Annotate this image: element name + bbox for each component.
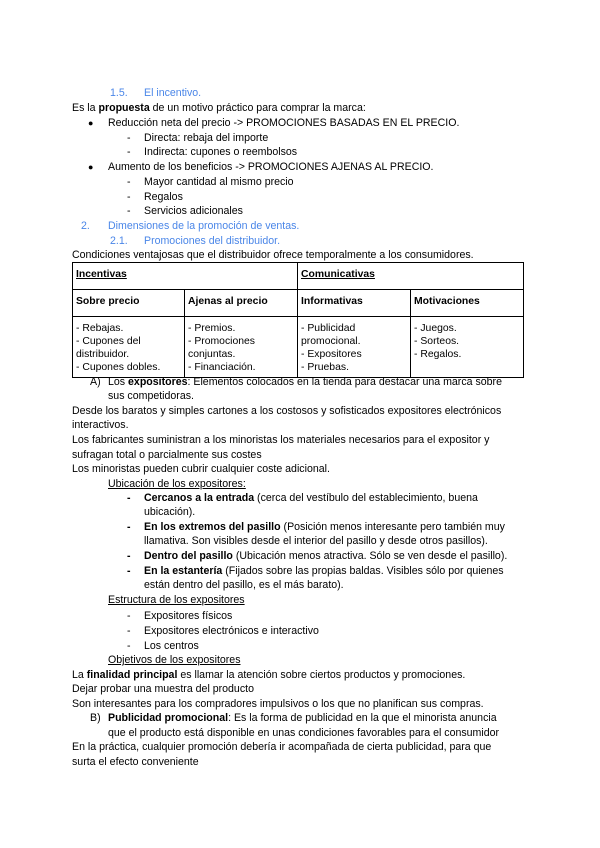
section-2-1-title: Promociones del distribuidor.: [144, 235, 281, 247]
objetivos-line: [72, 668, 465, 683]
ubicacion-item-rest: (Ubicación menos atractiva. Sólo se ven desde el pasillo).: [232, 550, 508, 562]
list-letter-a: A): [90, 376, 101, 388]
ubicacion-item-cont: ubicación).: [144, 506, 196, 518]
table-header: Sobre precio: [73, 290, 185, 317]
ubicacion-item-bold: Cercanos a la entrada: [144, 492, 255, 504]
intro-post: de un motivo práctico para comprar la marca:: [149, 102, 366, 114]
dash-icon: -: [127, 550, 131, 562]
ubicacion-item-cont: están dentro del pasillo, es el más barato).: [144, 579, 344, 591]
aumento-text: Aumento de los beneficios -> PROMOCIONES AJENAS AL PRECIO.: [108, 161, 434, 173]
cell-line: - Juegos.: [414, 323, 457, 334]
bullet-icon: ●: [88, 162, 94, 172]
objetivos-line: Dejar probar una muestra del producto: [72, 683, 254, 695]
ubicacion-item-bold: Dentro del pasillo: [144, 550, 233, 562]
ubicacion-item-bold: En los extremos del pasillo: [144, 521, 281, 533]
cell-line: - Cupones dobles.: [76, 362, 161, 373]
dash-icon: -: [127, 565, 131, 577]
expositores-cont: sus competidoras.: [108, 390, 194, 402]
section-2-1-number: 2.1.: [110, 235, 128, 247]
objetivos-pre: La: [72, 669, 87, 681]
intro-pre: Es la: [72, 102, 99, 114]
objetivos-post: es llamar la atención sobre ciertos productos y promociones.: [177, 669, 466, 681]
ubicacion-heading: Ubicación de los expositores:: [108, 478, 246, 490]
table-group-incentivas: Incentivas: [73, 263, 298, 290]
objetivos-line: Son interesantes para los compradores impulsivos o los que no planifican sus compras.: [72, 698, 484, 710]
paragraph-line: Los fabricantes suministran a los minoristas los materiales necesarios para el expositor y: [72, 434, 490, 446]
expositores-bold: expositores: [128, 376, 188, 388]
paragraph-line: interactivos.: [72, 419, 129, 431]
table-header: Motivaciones: [411, 290, 524, 317]
section-2-number: 2.: [81, 220, 90, 232]
cell-line: distribuidor.: [76, 349, 130, 360]
intro-bold: propuesta: [98, 102, 150, 114]
expositores-post: : Elementos colocados en la tienda para destacar una marca sobre: [187, 376, 502, 388]
cell-line: conjuntas.: [188, 349, 236, 360]
estructura-item: Expositores físicos: [144, 610, 233, 622]
publicidad-line: [108, 711, 497, 726]
cell-line: - Financiación.: [188, 362, 256, 373]
objetivos-heading: Objetivos de los expositores: [108, 654, 241, 666]
ubicacion-item: [144, 520, 505, 535]
final-line: En la práctica, cualquier promoción debería ir acompañada de cierta publicidad, para que: [72, 741, 492, 753]
table-group-comunicativas: Comunicativas: [298, 263, 524, 290]
dash-icon: -: [127, 610, 131, 622]
objetivos-bold: finalidad principal: [86, 669, 178, 681]
cell-line: - Publicidad: [301, 323, 356, 334]
paragraph-line: Desde los baratos y simples cartones a los costosos y sofisticados expositores electrónicos: [72, 405, 502, 417]
publicidad-post: : Es la forma de publicidad en la que el minorista anuncia: [228, 712, 497, 724]
intro-line: [72, 101, 366, 116]
list-letter-b: B): [90, 712, 101, 724]
reduccion-item: Directa: rebaja del importe: [144, 132, 269, 144]
table-cell: [185, 317, 298, 378]
table-cell: [298, 317, 411, 378]
paragraph-line: sufragan total o parcialmente sus costes: [72, 449, 262, 461]
ubicacion-item-cont: llamativa. Son visibles desde el interior del pasillo y desde otros pasillos).: [144, 535, 488, 547]
dash-icon: -: [127, 205, 131, 217]
cell-line: promocional.: [301, 336, 361, 347]
dash-icon: -: [127, 146, 131, 158]
expositores-pre: Los: [108, 376, 129, 388]
publicidad-bold: Publicidad promocional: [108, 712, 229, 724]
dash-icon: -: [127, 640, 131, 652]
estructura-item: Expositores electrónicos e interactivo: [144, 625, 319, 637]
promotions-table: [72, 262, 524, 378]
paragraph-line: Los minoristas pueden cubrir cualquier coste adicional.: [72, 463, 330, 475]
ubicacion-item-bold: En la estantería: [144, 565, 223, 577]
bullet-icon: ●: [88, 118, 94, 128]
dash-icon: -: [127, 176, 131, 188]
reduccion-text: Reducción neta del precio -> PROMOCIONES BASADAS EN EL PRECIO.: [108, 117, 460, 129]
final-line: surta el efecto conveniente: [72, 756, 199, 768]
dash-icon: -: [127, 521, 131, 533]
dash-icon: -: [127, 132, 131, 144]
dash-icon: -: [127, 191, 131, 203]
cell-line: - Pruebas.: [301, 362, 349, 373]
table-header: Informativas: [298, 290, 411, 317]
cell-line: - Premios.: [188, 323, 236, 334]
cell-line: - Regalos.: [414, 349, 462, 360]
publicidad-cont: que el producto está disponible en unas condiciones favorables para el consumidor: [108, 727, 500, 739]
section-1-5-title: El incentivo.: [144, 87, 202, 99]
dash-icon: -: [127, 625, 131, 637]
table-cell: [411, 317, 524, 378]
ubicacion-item-rest: (Fijados sobre las propias baldas. Visibles sólo por quienes: [222, 565, 504, 577]
estructura-heading: Estructura de los expositores: [108, 594, 245, 606]
table-cell: [73, 317, 185, 378]
cell-line: - Rebajas.: [76, 323, 124, 334]
cell-line: - Cupones del: [76, 336, 141, 347]
section-1-5-number: 1.5.: [110, 87, 128, 99]
ubicacion-item: [144, 564, 504, 579]
cell-line: - Promociones: [188, 336, 255, 347]
aumento-item: Mayor cantidad al mismo precio: [144, 176, 294, 188]
table-header: Ajenas al precio: [185, 290, 298, 317]
aumento-item: Regalos: [144, 191, 183, 203]
aumento-item: Servicios adicionales: [144, 205, 243, 217]
dash-icon: -: [127, 492, 131, 504]
ubicacion-item-rest: (Posición menos interesante pero también muy: [280, 521, 505, 533]
conditions-text: Condiciones ventajosas que el distribuidor ofrece temporalmente a los consumidores.: [72, 249, 474, 261]
cell-line: - Sorteos.: [414, 336, 460, 347]
ubicacion-item-rest: (cerca del vestíbulo del establecimiento, buena: [254, 492, 478, 504]
estructura-item: Los centros: [144, 640, 199, 652]
section-2-title: Dimensiones de la promoción de ventas.: [108, 220, 300, 232]
reduccion-item: Indirecta: cupones o reembolsos: [144, 146, 298, 158]
ubicacion-item: [144, 549, 507, 564]
cell-line: - Expositores: [301, 349, 362, 360]
ubicacion-item: [144, 491, 478, 506]
expositores-line: [108, 375, 502, 390]
